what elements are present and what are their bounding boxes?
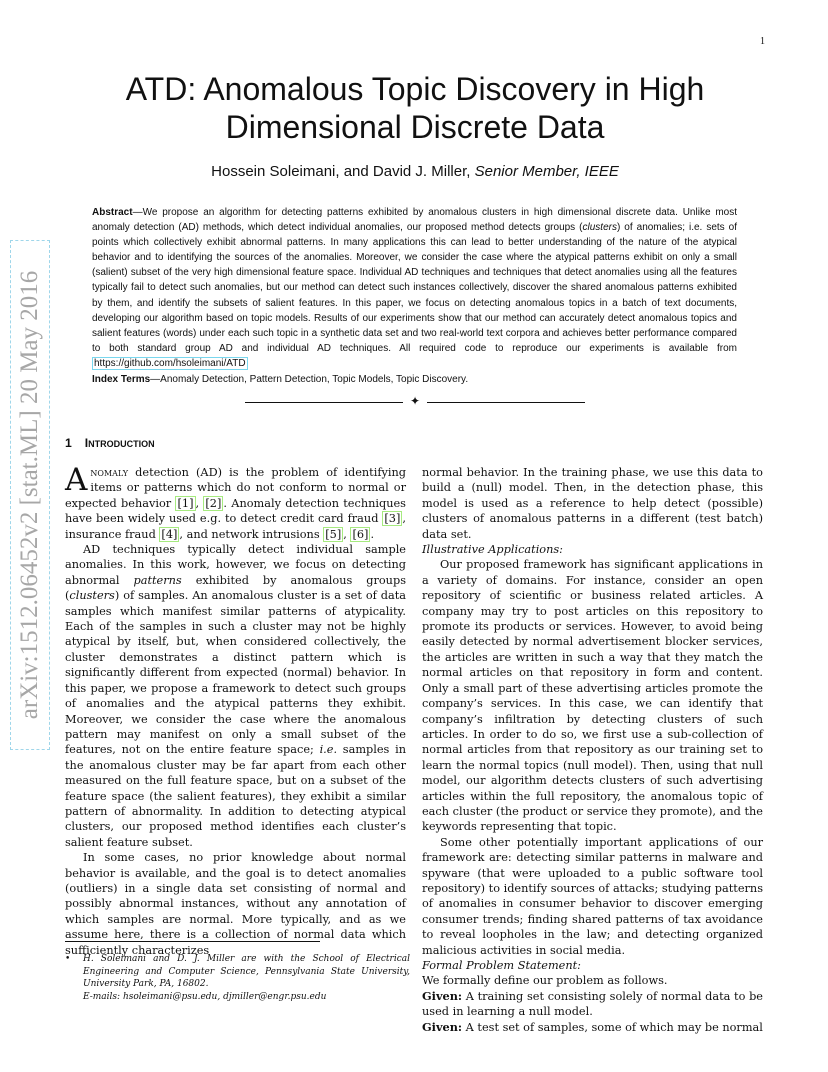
page-number: 1 [760,36,765,47]
intro-paragraph-3: In some cases, no prior knowledge about normal behavior is available, and the goal is to detect anomalies (outliers) in a single data set consisting of normal and possibly abnormal instances, without any annotation of which samples are normal. More typically, and as we assume here, there is a collection of normal data which sufficiently characterizes [65,851,406,957]
given-label: Given: [422,988,463,1003]
section-title: Introduction [84,436,155,450]
abstract-text-2: ) of anomalies; i.e. sets of points which collectively exhibit abnormal patterns. In many applications this can lead to better understanding of the nature of the atypical behavior and to identifying the sources of the anomalies. Moreover, we consider the case where the atypical patterns exhibit on only a small (salient) subset of the very high dimensional feature space. Individual AD techniques and techniques that detect anomalies using all the features typically fail to detect such anomalies, but our method can detect such instances collectively, discover the shared anomalous patterns exhibited by them, and identify the subsets of salient features. In this paper, we focus on detecting anomalous topics in a batch of text documents, developing our algorithm based on topic models. Results of our experiments show that our method can accurately detect anomalous topics and salient features (words) under each such topic in a synthetic data set and two real-world text corpora and achieves better performance compared to both standard group AD and individual AD techniques. All required code to reproduce our experiments is available from [92,222,737,354]
arxiv-watermark [10,240,50,750]
citation-link[interactable]: [5] [325,527,342,541]
right-paragraph-3: Some other potentially important applications of our framework are: detecting similar patterns in malware and spyware (that were uploaded to a public software tool repository) to identify sources of attacks; studying patterns of anomalies in consumer behavior to discover emerging consumer trends; finding shared patterns of tax avoidance to reveal loopholes in the law; and detecting organized malicious activities in social media. [422,835,764,957]
given-text: A test set of samples, some of which may be normal [462,1020,763,1034]
footnote-bullet-icon: • [65,954,71,964]
divider-line-right [427,402,585,403]
section-heading [65,436,155,450]
right-paragraph-2: Our proposed framework has significant applications in a variety of domains. For instance, consider an open repository of scientific or business related articles. A company may try to post articles on this repository to promote its products or services. However, to avoid being easily detected by normal advertisement blocker services, the articles are written in such a way that they match the normal articles on that repository in form and content. Only a small part of these advertising articles promote the company’s services. In this case, we can identify that company’s infiltration by detecting clusters of such articles. In order to do so, we first use a sub-collection of normal articles from that repository as our training set to learn the normal topics (null model). Then, using that null model, our algorithm detects clusters of such advertising articles within the full repository, the anomalous topic of each cluster (the product or service they promote), and the keywords representing that topic. [422,558,763,834]
watermark-text: arXiv:1512.06452v2 [stat.ML] 20 May 2016 [16,270,43,720]
paragraph-text: , [343,527,351,541]
divider-line-left [245,402,403,403]
citation-link[interactable]: [2] [205,496,222,510]
footnote-rule [65,941,320,942]
abstract-label: Abstract [92,207,133,218]
paragraph-text: exhibited by anomalous groups ( [65,573,406,603]
paper-title: ATD: Anomalous Topic Discovery in High Dimensional Discrete Data [125,71,705,145]
abstract [92,205,737,371]
emphasis-text: patterns [133,573,182,587]
paragraph-text: AD techniques typically detect individual sample anomalies. In this work, however, we focus on detecting abnormal [65,543,406,587]
paragraph-text: , insurance fraud [65,512,406,541]
index-terms [92,374,737,385]
intro-paragraph-1 [65,462,406,542]
index-terms-text: —Anomaly Detection, Pattern Detection, Topic Models, Topic Discovery. [150,374,469,385]
paragraph-text: detection (AD) is the problem of identifying items or patterns which do not conform to normal or expected behavior [65,466,406,510]
given-text: A training set consisting solely of normal data to be used in learning a null model. [422,989,763,1019]
paragraph-text: . [370,527,375,541]
citation-link[interactable]: [6] [352,527,369,541]
footnote-emails: E-mails: hsoleimani@psu.edu, djmiller@engr.psu.edu [83,991,327,1002]
left-column [65,462,406,958]
given-test-set [422,1020,763,1035]
dropcap-smallcaps: nomaly [90,466,128,479]
section-number: 1 [65,436,72,450]
right-column [422,465,763,1035]
footnote-affiliation: H. Soleimani and D. J. Miller are with the School of Electrical Engineering and Computer Science, Pennsylvania State University, University Park, PA, 16802. [83,954,410,989]
author-names: Hossein Soleimani, and David J. Miller, [211,163,475,180]
authors [95,163,735,180]
citation-link[interactable]: [1] [177,496,194,510]
section-divider [245,395,585,409]
abstract-clusters-word: clusters [582,222,617,234]
illustrative-applications-heading: Illustrative Applications: [422,543,563,557]
footnote [65,953,410,1003]
given-label: Given: [422,1019,463,1034]
emphasis-text: clusters [69,589,115,603]
paragraph-text: . Anomaly detection techniques have been widely used e.g. to detect credit card fraud [65,496,406,526]
divider-star-icon: ✦ [409,394,421,408]
emphasis-text: i.e. [319,743,338,757]
abstract-text-1: —We propose an algorithm for detecting patterns exhibited by anomalous clusters in high dimensional discrete data. Unlike most anomaly detection (AD) methods, which detect individual anomalies, our proposed method detects groups ( [92,207,737,234]
github-link[interactable]: https://github.com/hsoleimani/ATD [94,357,246,369]
paragraph-text: , [195,496,204,510]
index-terms-label: Index Terms [92,374,151,385]
author-role: Senior Member, IEEE [474,163,619,180]
right-paragraph-4: We formally define our problem as follows. [422,974,668,988]
right-paragraph-1: normal behavior. In the training phase, we use this data to build a (null) model. Then, in the detection phase, this model is used as a reference to help detect (possible) clusters of anomalous patterns in a different (test batch) data set. [422,466,763,541]
drop-cap: A [65,462,88,498]
paragraph-text: , and network intrusions [179,527,324,541]
given-training-set [422,989,763,1020]
citation-link[interactable]: [4] [161,527,178,541]
citation-link[interactable]: [3] [384,512,401,526]
intro-paragraph-2 [65,542,406,850]
footnote-text [83,953,410,1003]
paragraph-text: samples in the anomalous cluster may be far apart from each other measured on the full feature space, but on a subset of the feature space (the salient features), they exhibit a similar pattern of abnormality. In addition to detecting atypical clusters, our proposed method identifies each cluster’s salient feature subset. [65,743,406,849]
paragraph-text: ) of samples. An anomalous cluster is a set of data samples which manifest similar patterns of atypicality. Each of the samples in such a cluster may not be highly atypical by itself, but, when considered collectively, the cluster demonstrates a distinct pattern which is significantly different from expected (normal) behavior. In this paper, we propose a framework to detect such groups of anomalies and the atypical patterns they exhibit. Moreover, we consider the case where the anomalous pattern may manifest on only a small subset of the features, not on the entire feature space; [65,589,406,757]
formal-problem-heading: Formal Problem Statement: [422,959,581,972]
